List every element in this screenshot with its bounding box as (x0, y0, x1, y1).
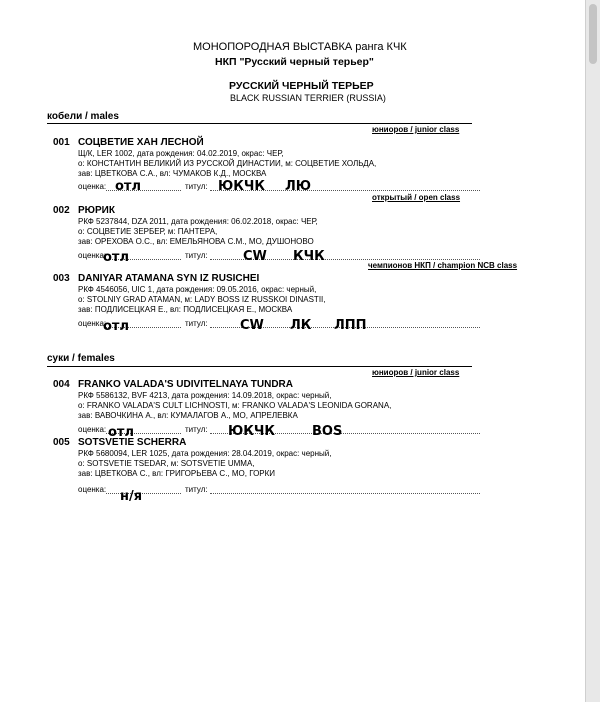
score-label: оценка: (78, 319, 107, 328)
dog-name: DANIYAR ATAMANA SYN IZ RUSICHEI (78, 273, 260, 284)
title-label: титул: (185, 319, 208, 328)
dog-number: 005 (53, 437, 70, 448)
score-label: оценка: (78, 425, 107, 434)
dog-breeder-owner: зав: ВАВОЧКИНА А., вл: КУМАЛАГОВ А., МО, АПРЕЛЕВКА (78, 411, 298, 420)
dog-parents: о: СОЦВЕТИЕ ЗЕРБЕР, м: ПАНТЕРА, (78, 227, 218, 236)
handwritten-title: CW (243, 249, 267, 264)
breed-name-en: BLACK RUSSIAN TERRIER (RUSSIA) (230, 93, 386, 103)
dog-breeder-owner: зав: ОРЕХОВА О.С., вл: ЕМЕЛЬЯНОВА С.М., МО, ДУШОНОВО (78, 237, 314, 246)
dog-registration: РКФ 5237844, DZA 2011, дата рождения: 06.02.2018, окрас: ЧЕР, (78, 217, 318, 226)
handwritten-title: ЛПП (334, 318, 367, 333)
handwritten-score: отл (103, 250, 129, 265)
class-label-open-males: открытый / open class (372, 193, 461, 202)
section-rule-males (47, 123, 472, 124)
dog-breeder-owner: зав: ЦВЕТКОВА С.А., вл: ЧУМАКОВ К.Д., МОСКВА (78, 169, 267, 178)
handwritten-title: ЮКЧК (218, 179, 266, 194)
dog-parents: о: SOTSVETIE TSEDAR, м: SOTSVETIE UMMA, (78, 459, 255, 468)
handwritten-score: отл (108, 425, 134, 440)
title-label: титул: (185, 485, 208, 494)
dog-breeder-owner: зав: ПОДЛИСЕЦКАЯ Е., вл: ПОДЛИСЕЦКАЯ Е., МОСКВА (78, 305, 293, 314)
dog-name: СОЦВЕТИЕ ХАН ЛЕСНОЙ (78, 137, 204, 148)
breed-name-ru: РУССКИЙ ЧЕРНЫЙ ТЕРЬЕР (229, 80, 374, 92)
title-dotted-line (210, 493, 480, 494)
title-label: титул: (185, 182, 208, 191)
handwritten-title: ЛК (290, 318, 312, 333)
dog-breeder-owner: зав: ЦВЕТКОВА С., вл: ГРИГОРЬЕВА С., МО, ГОРКИ (78, 469, 276, 478)
dog-parents: о: КОНСТАНТИН ВЕЛИКИЙ ИЗ РУССКОЙ ДИНАСТИИ, м: СОЦВЕТИЕ ХОЛЬДА, (78, 159, 377, 168)
dog-name: РЮРИК (78, 205, 115, 216)
dog-parents: о: STOLNIY GRAD ATAMAN, м: LADY BOSS IZ RUSSKOI DINASTII, (78, 295, 326, 304)
dog-registration: РКФ 5680094, LER 1025, дата рождения: 28.04.2019, окрас: черный, (78, 449, 332, 458)
vertical-scrollbar[interactable] (585, 0, 600, 702)
handwritten-title: CW (240, 318, 264, 333)
title-label: титул: (185, 251, 208, 260)
dog-registration: РКФ 5586132, BVF 4213, дата рождения: 14.09.2018, окрас: черный, (78, 391, 332, 400)
scrollbar-thumb[interactable] (589, 4, 597, 64)
score-label: оценка: (78, 485, 107, 494)
dog-name: FRANKO VALADA'S UDIVITELNAYA TUNDRA (78, 379, 293, 390)
handwritten-score: н/я (120, 489, 143, 504)
score-label: оценка: (78, 182, 107, 191)
dog-number: 002 (53, 205, 70, 216)
dog-registration: Щ/К, LER 1002, дата рождения: 04.02.2019, окрас: ЧЕР, (78, 149, 284, 158)
dog-number: 001 (53, 137, 70, 148)
handwritten-score: отл (103, 319, 129, 334)
handwritten-title: ЛЮ (285, 179, 312, 194)
class-label-junior-males: юниоров / junior class (372, 125, 460, 134)
show-title: МОНОПОРОДНАЯ ВЫСТАВКА ранга КЧК (193, 41, 407, 53)
title-label: титул: (185, 425, 208, 434)
section-title-males: кобели / males (47, 111, 119, 122)
dog-name: SOTSVETIE SCHERRA (78, 437, 187, 448)
class-label-champion-males: чемпионов НКП / champion NCB class (368, 261, 518, 270)
section-title-females: суки / females (47, 353, 115, 364)
dog-registration: РКФ 4546056, UIC 1, дата рождения: 09.05.2016, окрас: черный, (78, 285, 317, 294)
handwritten-title: КЧК (293, 249, 325, 264)
score-label: оценка: (78, 251, 107, 260)
dog-number: 004 (53, 379, 70, 390)
dog-number: 003 (53, 273, 70, 284)
score-dotted-line (106, 493, 181, 494)
club-name: НКП "Русский черный терьер" (215, 56, 374, 68)
section-rule-females (47, 366, 472, 367)
class-label-junior-females: юниоров / junior class (372, 368, 460, 377)
handwritten-title: ЮКЧК (228, 424, 276, 439)
handwritten-score: отл (115, 179, 141, 194)
dog-parents: о: FRANKO VALADA'S CULT LICHNOSTI, м: FRANKO VALADA'S LEONIDA GORANA, (78, 401, 392, 410)
handwritten-title: BOS (312, 424, 343, 439)
